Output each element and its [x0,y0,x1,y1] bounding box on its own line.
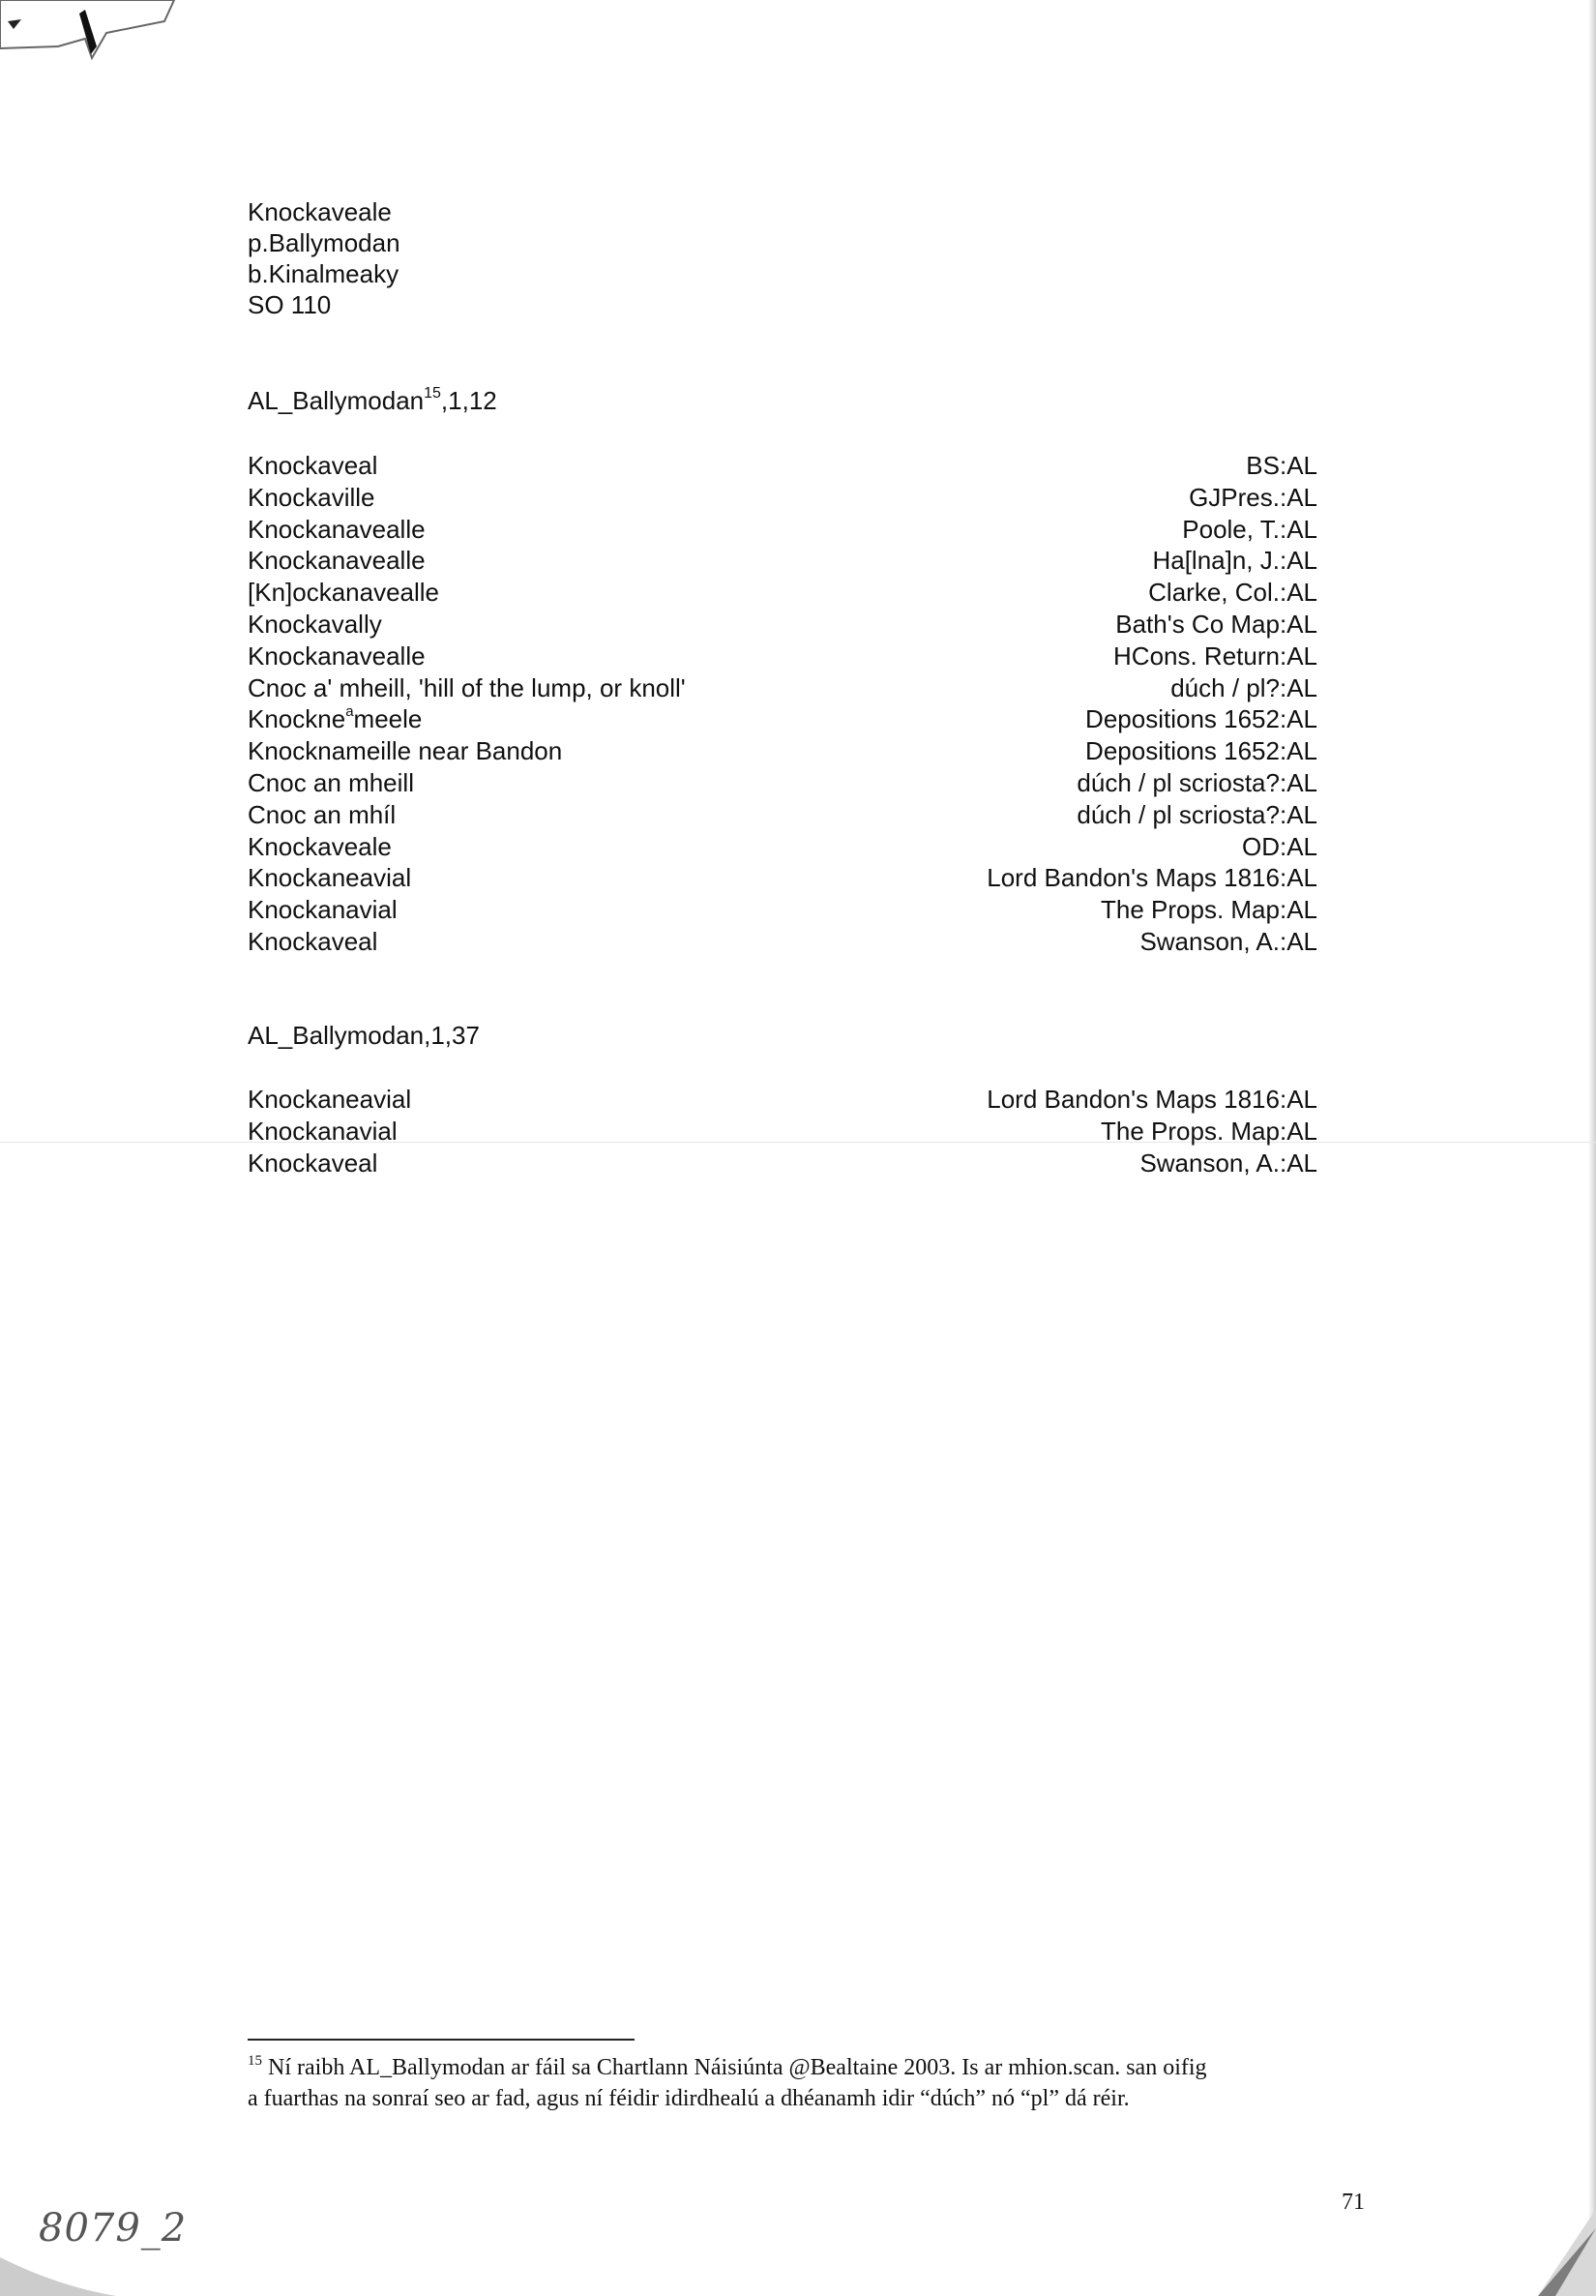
footnote-number: 15 [248,2053,262,2069]
table-row: Knockanavealle Ha[lna]n, J.:AL [248,546,1317,576]
table-row: Knockanavealle Poole, T.:AL [248,514,1317,544]
page-edge-shadow [1588,0,1596,2296]
townland-name: Knockaveale [248,197,392,226]
footnote [248,2052,1370,2114]
table-row: Cnoc a' mheill, 'hill of the lump, or knoll' dúch / pl?:AL [248,672,1317,702]
table-row: Knockavally Bath's Co Map:AL [248,609,1317,639]
section-reference-1: AL_Ballymodan$^{15}$,1,12 [248,385,497,415]
table-row: Knockaveale OD:AL [248,831,1317,861]
footnote-marker: 15 [424,385,441,402]
table-row: Cnoc an mheill dúch / pl scriosta?:AL [248,767,1317,797]
table-row: [Kn]ockanavealle Clarke, Col.:AL [248,578,1317,608]
section-reference-2: AL_Ballymodan,1,37 [248,1021,480,1050]
table-row: Knockanavealle HCons. Return:AL [248,641,1317,671]
page-number: 71 [1342,2190,1365,2215]
parish: p.Ballymodan [248,228,400,257]
table-row: Knockaneavial Lord Bandon's Maps 1816:AL [248,863,1317,893]
sheet-reference: SO 110 [248,290,332,319]
table-row: Knockanavial The Props. Map:AL [248,1116,1317,1146]
table-row: Knockaveal BS:AL [248,451,1317,480]
table-row: Knockaneavial Lord Bandon's Maps 1816:AL [248,1085,1317,1114]
table-row: Cnoc an mhíl dúch / pl scriosta?:AL [248,799,1317,829]
footnote-line-2: a fuarthas na sonraí seo ar fad, agus ní féidir idirdhealú a dhéanamh idir “dúch” nó “pl” dá réir. [248,2086,1130,2111]
torn-corner-top-left [0,0,193,68]
table-row: Knocknameille near Bandon Depositions 1652:AL [248,736,1317,766]
table-row: Knockaveal Swanson, A.:AL [248,1148,1317,1178]
forms-table-1 [248,450,1317,958]
barony: b.Kinalmeaky [248,259,399,288]
handwritten-archive-number: 8079_2 [39,2206,188,2251]
folded-corner-bottom-right [1538,2209,1596,2296]
footnote-divider [248,2039,635,2041]
footnote-line-1: Ní raibh AL_Ballymodan ar fáil sa Chartlann Náisiúnta @Bealtaine 2003. Is ar mhion.scan. san oifig [268,2055,1207,2080]
townland-header [248,196,400,320]
table-row: Knockaville GJPres.:AL [248,482,1317,512]
forms-table-2 [248,1084,1317,1178]
table-row: Knockaveal Swanson, A.:AL [248,926,1317,956]
table-row: Knockne$^a$meele Depositions 1652:AL [248,703,1317,734]
table-row: Knockanavial The Props. Map:AL [248,895,1317,925]
